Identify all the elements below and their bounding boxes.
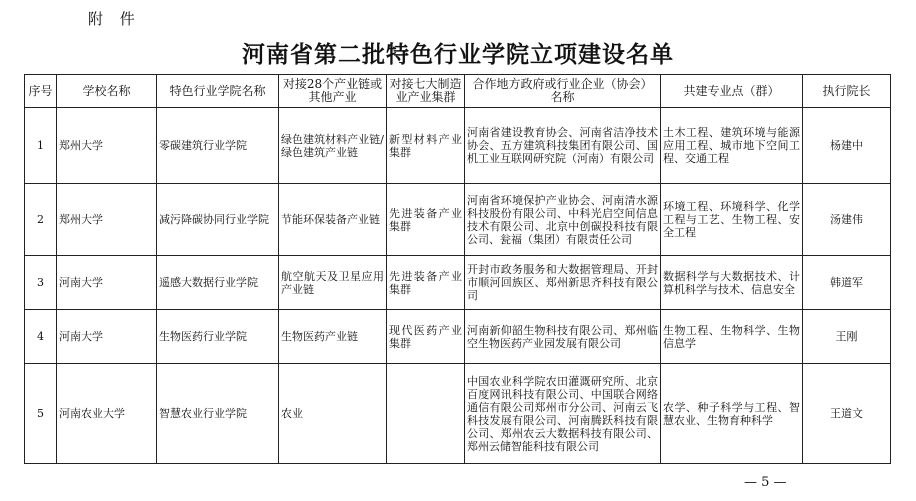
row-cluster: 现代医药产业集群	[387, 310, 465, 364]
header-cluster: 对接七大制造业产业集群	[387, 75, 465, 108]
document-title: 河南省第二批特色行业学院立项建设名单	[242, 41, 674, 68]
row-majors: 数据科学与大数据技术、计算机科学与技术、信息安全	[661, 256, 803, 310]
row-dean: 杨建中	[803, 108, 891, 184]
table-row	[25, 184, 891, 256]
row-chain: 节能环保装备产业链	[279, 184, 387, 256]
row-partners: 河南新仰韶生物科技有限公司、郑州临空生物医药产业园发展有限公司	[465, 310, 661, 364]
row-no: 2	[25, 184, 57, 256]
row-college: 生物医药行业学院	[157, 310, 279, 364]
table-row	[25, 108, 891, 184]
header-college: 特色行业学院名称	[157, 75, 279, 108]
header-majors: 共建专业点（群）	[661, 75, 803, 108]
table-row	[25, 256, 891, 310]
table-header-row	[25, 75, 891, 108]
row-college: 减污降碳协同行业学院	[157, 184, 279, 256]
row-cluster: 新型材料产业集群	[387, 108, 465, 184]
row-majors: 环境工程、环境科学、化学工程与工艺、生物工程、安全工程	[661, 184, 803, 256]
row-chain: 农业	[279, 364, 387, 464]
row-chain: 绿色建筑材料产业链/绿色建筑产业链	[279, 108, 387, 184]
row-majors: 土木工程、建筑环境与能源应用工程、城市地下空间工程、交通工程	[661, 108, 803, 184]
row-partners: 中国农业科学院农田灌溉研究所、北京百度网讯科技有限公司、中国联合网络通信有限公司郑州市分公司、河南云飞科技发展有限公司、河南腾跃科技有限公司、郑州农云大数据科技有限公司、郑州云储智能科技有限公司	[465, 364, 661, 464]
row-no: 4	[25, 310, 57, 364]
row-cluster	[387, 364, 465, 464]
header-school: 学校名称	[57, 75, 157, 108]
project-list-table	[24, 74, 891, 464]
row-chain: 生物医药产业链	[279, 310, 387, 364]
row-dean: 王刚	[803, 310, 891, 364]
attachment-label: 附 件	[88, 10, 141, 28]
row-cluster: 先进装备产业集群	[387, 256, 465, 310]
row-no: 3	[25, 256, 57, 310]
row-majors: 农学、种子科学与工程、智慧农业、生物育种科学	[661, 364, 803, 464]
header-chain: 对接28个产业链或其他产业	[279, 75, 387, 108]
row-college: 零碳建筑行业学院	[157, 108, 279, 184]
row-school: 河南大学	[57, 256, 157, 310]
row-dean: 汤建伟	[803, 184, 891, 256]
row-school: 河南农业大学	[57, 364, 157, 464]
row-cluster: 先进装备产业集群	[387, 184, 465, 256]
row-school: 郑州大学	[57, 184, 157, 256]
row-no: 1	[25, 108, 57, 184]
header-partners: 合作地方政府或行业企业（协会）名称	[465, 75, 661, 108]
row-dean: 王道文	[803, 364, 891, 464]
row-majors: 生物工程、生物科学、生物信息学	[661, 310, 803, 364]
row-no: 5	[25, 364, 57, 464]
row-dean: 韩道军	[803, 256, 891, 310]
table-row	[25, 364, 891, 464]
row-partners: 开封市政务服务和大数据管理局、开封市顺河回族区、郑州新思齐科技有限公司	[465, 256, 661, 310]
row-partners: 河南省建设教育协会、河南省洁净技术协会、五方建筑科技集团有限公司、国机工业互联网研究院（河南）有限公司	[465, 108, 661, 184]
row-college: 遥感大数据行业学院	[157, 256, 279, 310]
row-chain: 航空航天及卫星应用产业链	[279, 256, 387, 310]
row-partners: 河南省环境保护产业协会、河南清水源科技股份有限公司、中科光启空间信息技术有限公司、北京中创碳投科技有限公司、瓮福（集团）有限责任公司	[465, 184, 661, 256]
page-number: — 5 —	[744, 475, 787, 490]
row-school: 河南大学	[57, 310, 157, 364]
header-dean: 执行院长	[803, 75, 891, 108]
table-row	[25, 310, 891, 364]
row-college: 智慧农业行业学院	[157, 364, 279, 464]
row-school: 郑州大学	[57, 108, 157, 184]
header-no: 序号	[25, 75, 57, 108]
